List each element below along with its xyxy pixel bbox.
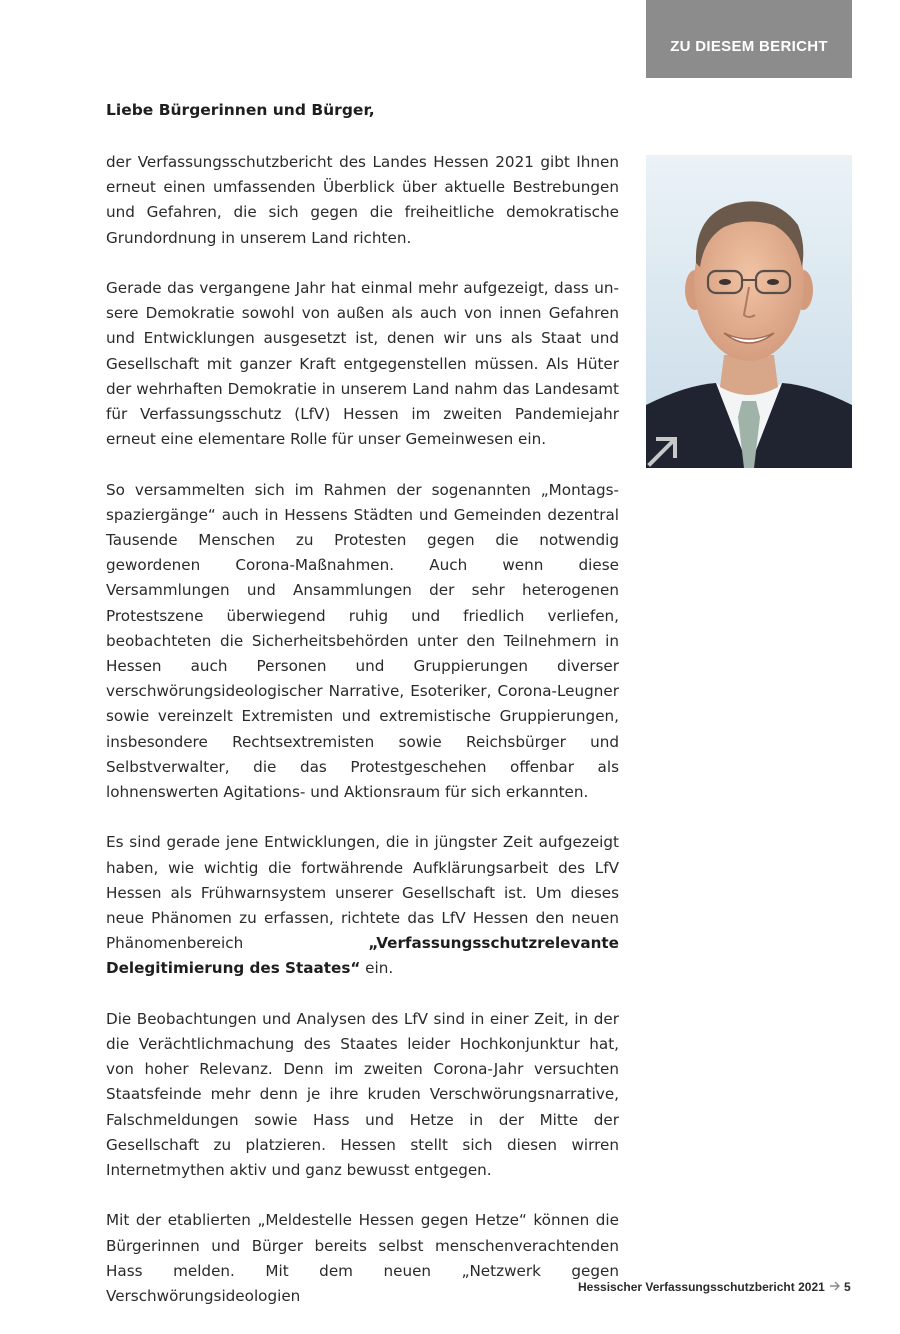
paragraph-2: Gerade das vergangene Jahr hat einmal mehr aufgezeigt, dass unsere Demokratie sowohl von außen als auch von innen Gefahren und Entwicklungen ausgesetzt ist, denen wir uns als Staat und Gesellschaft mit ganzer Kraft entgegenstellen müssen. Als Hüter der wehrhaften Demokratie in unserem Land nahm das Landesamt für Verfassungsschutz (LfV) Hessen im zweiten Pandemiejahr erneut eine elementare Rolle für unser Gemeinwesen ein. xyxy=(106,279,619,449)
paragraph-3: So versammelten sich im Rahmen der sogenannten „Montagsspaziergänge“ auch in Hessens Städten und Gemeinden dezentral Tausende Menschen zu Protesten gegen die notwendig gewordenen Corona-Maßnahmen. Auch wenn diese Versammlungen und Ansammlungen der sehr heterogenen Protestszene überwiegend ruhig und friedlich verliefen, beobachteten die Sicherheitsbehörden unter den Teilnehmern in Hessen auch Personen und Gruppierungen diverser verschwörungsideologischer Narrative, Esoteriker, Corona-Leugner sowie vereinzelt Extremisten und extremistische Gruppierungen, insbesondere Rechtsextremisten sowie Reichsbürger und Selbstverwalter, die das Protestgeschehen offenbar als lohnenswerten Agitations- und Aktionsraum für sich erkannten. xyxy=(106,480,619,802)
paragraph-4-end: ein. xyxy=(360,959,394,978)
paragraph-5: Die Beobachtungen und Analysen des LfV sind in einer Zeit, in der die Verächtlichmachung des Staates leider Hochkonjunktur hat, von hoher Relevanz. Denn im zweiten Corona-Jahr versuchten Staatsfeinde mehr denn je ihre kruden Verschwörungsnarrative, Falschmeldungen sowie Hass und Hetze in der Mitte der Gesellschaft zu platzieren. Hessen stellt sich diesen wirren Internetmythen aktiv und ganz bewusst entgegen. xyxy=(106,1009,619,1180)
page-number: 5 xyxy=(844,1280,851,1294)
portrait-illustration xyxy=(646,155,852,468)
paragraph-6: Mit der etablierten „Meldestelle Hessen gegen Hetze“ können die Bürgerinnen und Bürger bereits selbst menschenverachtenden Hass melden. Mit dem neuen „Netzwerk gegen Verschwörungsideologien xyxy=(106,1211,619,1306)
paragraph-4-emphasis: „Verfassungsschutzrelevante Delegitimierung des Staates“ xyxy=(106,934,619,978)
paragraph-1: der Verfassungsschutzbericht des Landes Hessen 2021 gibt Ihnen erneut einen umfassenden Überblick über aktuelle Bestrebungen und Gefahren, die sich gegen die freiheitliche demokratische Grundordnung in unserem Land richten. xyxy=(106,153,619,247)
portrait-photo xyxy=(646,155,852,468)
paragraph-4 xyxy=(106,830,619,981)
section-tab xyxy=(646,0,852,78)
section-label: ZU DIESEM BERICHT xyxy=(670,37,828,55)
letter-body xyxy=(106,150,619,1334)
letter-salutation: Liebe Bürgerinnen und Bürger, xyxy=(106,101,375,119)
arrow-right-icon xyxy=(829,1279,841,1293)
paragraph-4-start: Es sind gerade jene Entwicklungen, die in jüngster Zeit aufgezeigt haben, wie wichtig die fortwährende Aufklärungsarbeit des LfV Hessen als Frühwarnsystem unserer Gesellschaft ist. Um dieses neue Phänomen zu erfassen, richtete das LfV Hessen den neuen Phänomenbereich xyxy=(106,833,619,953)
arrow-up-right-icon xyxy=(646,434,680,468)
footer-title: Hessischer Verfassungsschutzbericht 2021 xyxy=(578,1280,825,1294)
